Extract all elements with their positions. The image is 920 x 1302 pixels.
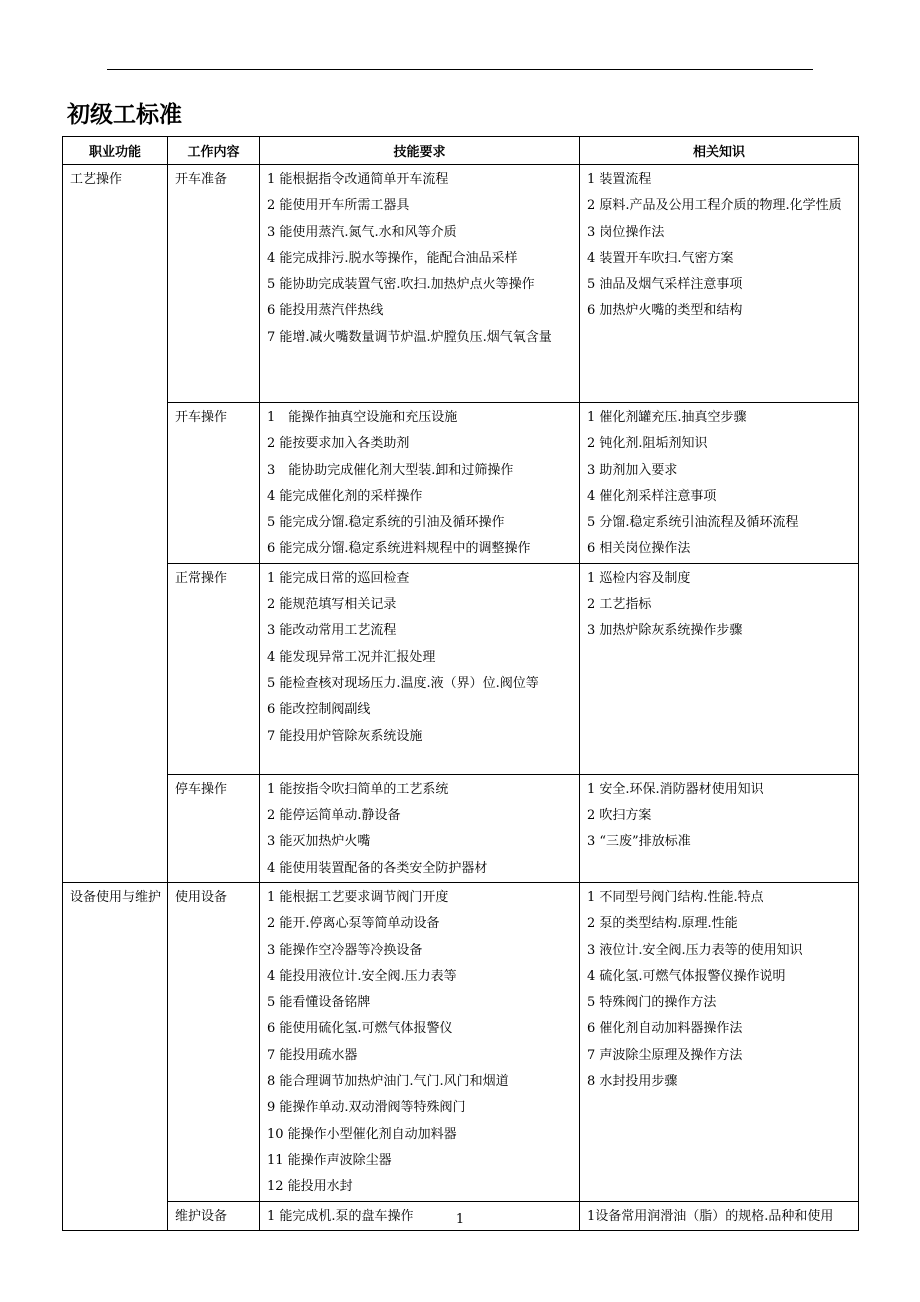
knowledge-item: 6 催化剂自动加料器操作法 xyxy=(587,1021,743,1037)
skill-item: 3 能改动常用工艺流程 xyxy=(267,623,397,639)
skill-item: 4 能完成排污.脱水等操作，能配合油品采样 xyxy=(267,250,518,266)
skill-item: 2 能使用开车所需工器具 xyxy=(267,198,410,214)
knowledge-cell xyxy=(580,882,859,1201)
skill-item: 1 能完成机.泵的盘车操作 xyxy=(267,1208,414,1224)
table-row xyxy=(63,563,859,774)
skill-item: 6 能改控制阀副线 xyxy=(267,702,371,718)
skills-cell xyxy=(260,563,580,774)
skill-item: 11 能操作声波除尘器 xyxy=(267,1152,392,1168)
content-label: 正常操作 xyxy=(175,570,228,586)
table-row xyxy=(63,882,859,1201)
table-row xyxy=(63,403,859,564)
skill-item: 1 能按指令吹扫简单的工艺系统 xyxy=(267,781,449,797)
skill-item: 5 能完成分馏.稳定系统的引油及循环操作 xyxy=(267,515,505,531)
knowledge-item: 5 分馏.稳定系统引油流程及循环流程 xyxy=(587,515,799,531)
knowledge-item: 1 巡检内容及制度 xyxy=(587,570,691,586)
skill-item: 3 能协助完成催化剂大型装.卸和过筛操作 xyxy=(267,462,514,478)
skill-item: 6 能投用蒸汽伴热线 xyxy=(267,303,384,319)
skill-item: 1 能完成日常的巡回检查 xyxy=(267,570,410,586)
header-rule xyxy=(107,69,813,70)
skills-cell xyxy=(260,882,580,1201)
content-cell xyxy=(168,165,260,403)
knowledge-item: 2 吹扫方案 xyxy=(587,808,652,824)
content-label: 开车操作 xyxy=(175,410,228,425)
knowledge-item: 3 “三废”排放标准 xyxy=(587,834,691,850)
skill-item: 4 能使用装置配备的各类安全防护器材 xyxy=(267,860,488,876)
content-cell xyxy=(168,774,260,882)
knowledge-cell xyxy=(580,563,859,774)
skills-cell xyxy=(260,774,580,882)
knowledge-item: 1设备常用润滑油（脂）的规格.品种和使用 xyxy=(587,1208,834,1224)
knowledge-item: 4 硫化氢.可燃气体报警仪操作说明 xyxy=(587,968,786,984)
skill-item: 3 能使用蒸汽.氮气.水和风等介质 xyxy=(267,224,457,240)
content-label: 开车准备 xyxy=(175,172,228,187)
knowledge-item: 8 水封投用步骤 xyxy=(587,1074,678,1090)
skill-item: 7 能增.减火嘴数量调节炉温.炉膛负压.烟气氧含量 xyxy=(267,329,552,345)
skill-item: 1 能根据工艺要求调节阀门开度 xyxy=(267,889,449,905)
skill-item: 3 能灭加热炉火嘴 xyxy=(267,834,371,850)
standards-table xyxy=(62,136,859,1231)
header-skills: 技能要求 xyxy=(260,137,580,165)
document-title: 初级工标准 xyxy=(67,102,182,128)
skill-item: 3 能操作空冷器等冷换设备 xyxy=(267,942,423,958)
header-knowledge: 相关知识 xyxy=(580,137,859,165)
skill-item: 5 能协助完成装置气密.吹扫.加热炉点火等操作 xyxy=(267,277,535,293)
content-cell xyxy=(168,563,260,774)
function-label: 工艺操作 xyxy=(70,172,123,187)
skill-item: 8 能合理调节加热炉油门.气门.风门和烟道 xyxy=(267,1074,509,1090)
skill-item: 2 能停运简单动.静设备 xyxy=(267,808,401,824)
knowledge-item: 4 催化剂采样注意事项 xyxy=(587,488,717,504)
knowledge-item: 7 声波除尘原理及操作方法 xyxy=(587,1047,743,1063)
knowledge-item: 1 不同型号阀门结构.性能.特点 xyxy=(587,889,764,905)
function-label: 设备使用与维护 xyxy=(70,889,162,905)
skill-item: 7 能投用疏水器 xyxy=(267,1047,358,1063)
table-header-row xyxy=(63,137,859,165)
skill-item: 1 能操作抽真空设施和充压设施 xyxy=(267,410,458,425)
skill-item: 6 能使用硫化氢.可燃气体报警仪 xyxy=(267,1021,453,1037)
knowledge-item: 2 原料.产品及公用工程介质的物理.化学性质 xyxy=(587,198,842,214)
knowledge-cell xyxy=(580,403,859,564)
skill-item: 12 能投用水封 xyxy=(267,1179,353,1195)
knowledge-item: 6 加热炉火嘴的类型和结构 xyxy=(587,303,743,319)
skill-item: 2 能开.停离心泵等简单动设备 xyxy=(267,916,440,932)
knowledge-item: 3 加热炉除灰系统操作步骤 xyxy=(587,623,743,639)
table-row xyxy=(63,774,859,882)
skill-item: 9 能操作单动.双动滑阀等特殊阀门 xyxy=(267,1100,466,1116)
function-cell xyxy=(63,165,168,883)
knowledge-item: 1 安全.环保.消防器材使用知识 xyxy=(587,781,764,797)
knowledge-item: 5 油品及烟气采样注意事项 xyxy=(587,277,743,293)
knowledge-item: 3 助剂加入要求 xyxy=(587,462,678,478)
skill-item: 4 能发现异常工况并汇报处理 xyxy=(267,649,436,665)
header-function: 职业功能 xyxy=(63,137,168,165)
knowledge-item: 2 钝化剂.阻垢剂知识 xyxy=(587,436,708,452)
skill-item: 2 能按要求加入各类助剂 xyxy=(267,436,410,452)
skill-item: 4 能完成催化剂的采样操作 xyxy=(267,488,423,504)
skill-item: 4 能投用液位计.安全阀.压力表等 xyxy=(267,968,457,984)
skill-item: 1 能根据指令改通简单开车流程 xyxy=(267,172,449,187)
content-label: 使用设备 xyxy=(175,889,228,905)
knowledge-item: 3 液位计.安全阀.压力表等的使用知识 xyxy=(587,942,803,958)
page-number: 1 xyxy=(455,1212,465,1227)
knowledge-item: 1 装置流程 xyxy=(587,172,652,187)
content-cell xyxy=(168,882,260,1201)
knowledge-cell xyxy=(580,774,859,882)
knowledge-item: 3 岗位操作法 xyxy=(587,224,665,240)
skill-item: 2 能规范填写相关记录 xyxy=(267,597,397,613)
knowledge-item: 4 装置开车吹扫.气密方案 xyxy=(587,250,734,266)
knowledge-item: 6 相关岗位操作法 xyxy=(587,541,691,557)
content-label: 停车操作 xyxy=(175,781,228,797)
skill-item: 7 能投用炉管除灰系统设施 xyxy=(267,728,423,744)
knowledge-item: 5 特殊阀门的操作方法 xyxy=(587,995,717,1011)
skill-item: 6 能完成分馏.稳定系统进料规程中的调整操作 xyxy=(267,541,531,557)
content-label: 维护设备 xyxy=(175,1208,228,1224)
function-cell xyxy=(63,882,168,1230)
knowledge-cell xyxy=(580,165,859,403)
knowledge-item: 2 泵的类型结构.原理.性能 xyxy=(587,916,738,932)
knowledge-item: 2 工艺指标 xyxy=(587,597,652,613)
table-row xyxy=(63,165,859,403)
skill-item: 5 能检查核对现场压力.温度.液（界）位.阀位等 xyxy=(267,675,539,691)
header-content: 工作内容 xyxy=(168,137,260,165)
content-cell xyxy=(168,403,260,564)
skill-item: 5 能看懂设备铭牌 xyxy=(267,995,371,1011)
skills-cell xyxy=(260,165,580,403)
skills-cell xyxy=(260,403,580,564)
skill-item: 10 能操作小型催化剂自动加料器 xyxy=(267,1126,457,1142)
knowledge-item: 1 催化剂罐充压.抽真空步骤 xyxy=(587,410,747,425)
